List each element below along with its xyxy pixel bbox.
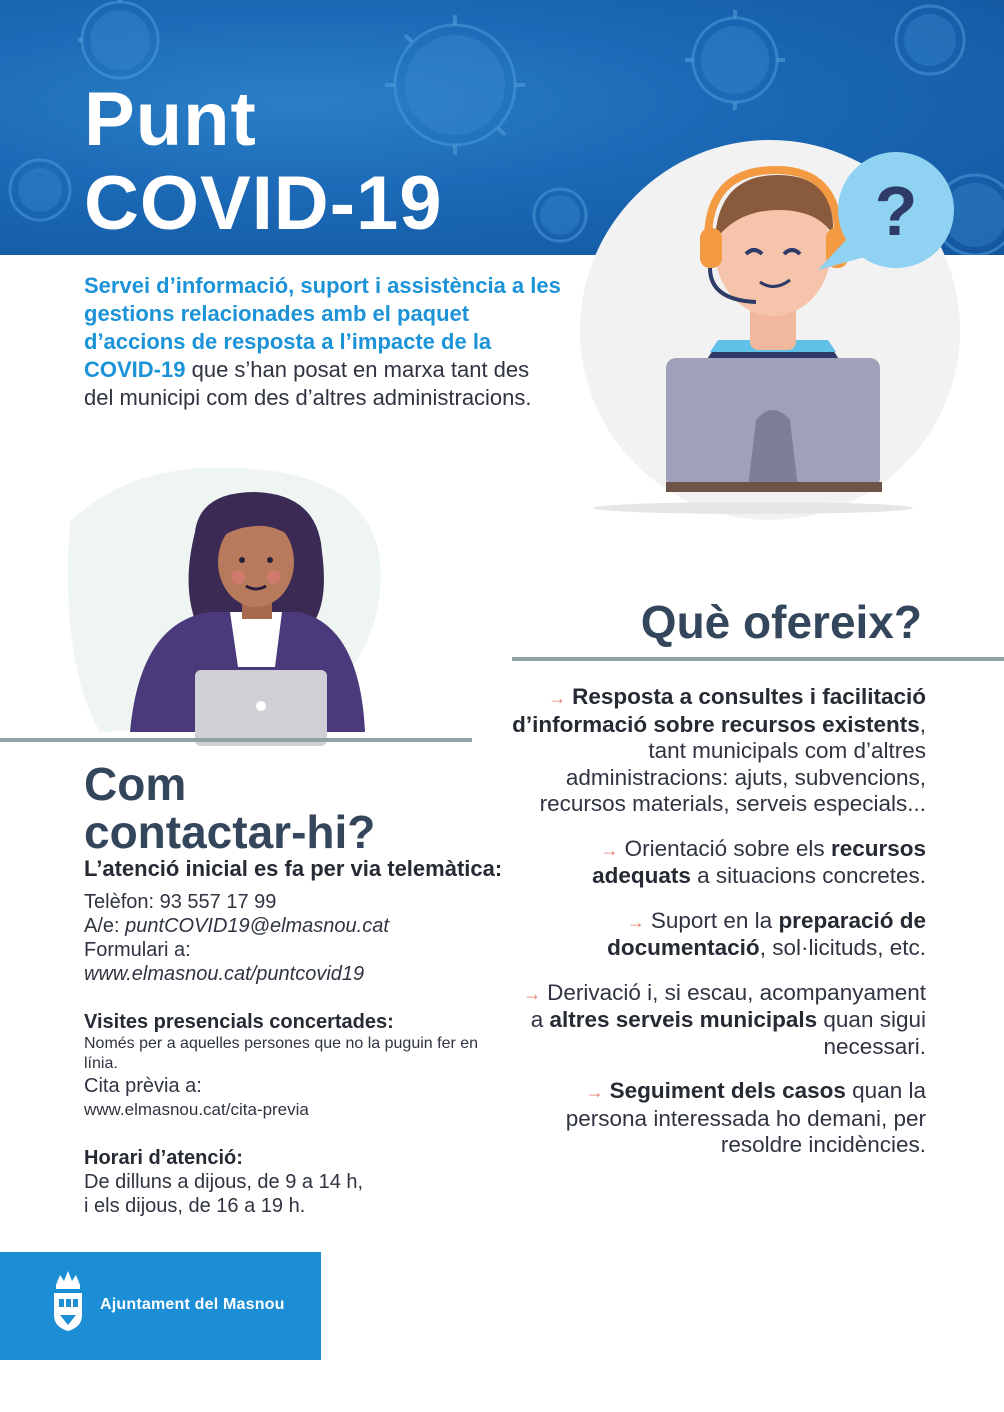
offer-item-orientacio <box>506 836 926 890</box>
title-line-2: COVID-19 <box>84 161 443 246</box>
offer-item-seguiment <box>506 1078 926 1159</box>
page-title <box>84 78 443 246</box>
arrow-right-icon: → <box>626 911 645 932</box>
visits-note: Només per a aquelles persones que no la puguin fer en línia. <box>84 1035 479 1072</box>
org-name: Ajuntament del Masnou <box>100 1296 285 1313</box>
offer-bold: Seguiment dels casos <box>609 1078 846 1103</box>
intro-highlight: Servei d’informació, suport i assistència a les gestions relacionades amb el paquet d’accions de resposta a l’impacte de la COVID-19 <box>84 273 561 382</box>
offer-text: Orientació sobre els <box>624 835 831 861</box>
contact-phone[interactable]: Telèfon: 93 557 17 99 <box>84 891 277 913</box>
offers-list <box>506 684 926 1177</box>
offer-text: Derivació i, si escau, acompanyament a <box>530 979 926 1032</box>
arrow-right-icon: → <box>600 839 619 860</box>
offer-bold: preparació de documentació <box>607 907 926 960</box>
woman-illustration <box>60 462 400 752</box>
offer-text: , sol·licituds, etc. <box>759 935 926 960</box>
hours-line-2: i els dijous, de 16 a 19 h. <box>84 1195 306 1217</box>
offer-text: Suport en la <box>650 907 779 933</box>
appointment-label: Cita prèvia a: <box>84 1075 202 1097</box>
offers-heading: Què ofereix? <box>640 596 922 648</box>
offer-item-derivacio <box>506 980 926 1061</box>
hours-line-1: De dilluns a dijous, de 9 a 14 h, <box>84 1171 364 1193</box>
contact-intro: L’atenció inicial es fa per via telemàtica: <box>84 856 503 881</box>
contact-block <box>84 856 504 1218</box>
offer-item-consultes <box>506 684 926 818</box>
contact-email-row <box>84 914 504 938</box>
offer-bold: recursos adequats <box>592 835 926 888</box>
contact-heading <box>84 760 484 856</box>
intro-rest: que s’han posat en marxa tant des del municipi com des d’altres administracions. <box>84 357 532 410</box>
offer-text: a situacions concretes. <box>690 863 926 888</box>
contact-heading-line-2: contactar-hi? <box>84 806 376 858</box>
divider-right <box>512 657 1004 661</box>
intro-text <box>84 272 564 412</box>
arrow-right-icon: → <box>548 688 567 708</box>
offer-text: , tant municipals com d’altres administracions: ajuts, subvencions, recursos materials, serveis especials... <box>539 711 926 816</box>
contact-form-link[interactable]: www.elmasnou.cat/puntcovid19 <box>84 963 365 985</box>
appointment-link[interactable]: www.elmasnou.cat/cita-previa <box>84 1100 309 1119</box>
contact-email-link[interactable]: puntCOVID19@elmasnou.cat <box>125 915 389 937</box>
municipality-logo <box>0 1252 321 1360</box>
coat-of-arms-icon <box>50 1269 86 1343</box>
arrow-right-icon: → <box>585 1082 604 1102</box>
divider-left <box>0 738 472 742</box>
visits-title: Visites presencials concertades: <box>84 1011 394 1033</box>
question-mark-icon: ? <box>874 172 918 250</box>
offer-item-suport <box>506 908 926 962</box>
hours-title: Horari d’atenció: <box>84 1147 243 1169</box>
offer-bold: altres serveis municipals <box>549 1007 818 1032</box>
contact-form-label: Formulari a: <box>84 939 191 961</box>
contact-email-label: A/e: <box>84 915 126 937</box>
offer-text: quan sigui necessari. <box>817 1007 926 1059</box>
operator-illustration <box>578 130 978 520</box>
offer-text: quan la persona interessada ho demani, per resoldre incidències. <box>565 1078 926 1157</box>
arrow-right-icon: → <box>523 983 542 1004</box>
title-line-1: Punt <box>84 77 257 162</box>
contact-heading-line-1: Com <box>84 758 187 810</box>
offer-bold: Resposta a consultes i facilitació d’informació sobre recursos existents <box>512 684 926 737</box>
